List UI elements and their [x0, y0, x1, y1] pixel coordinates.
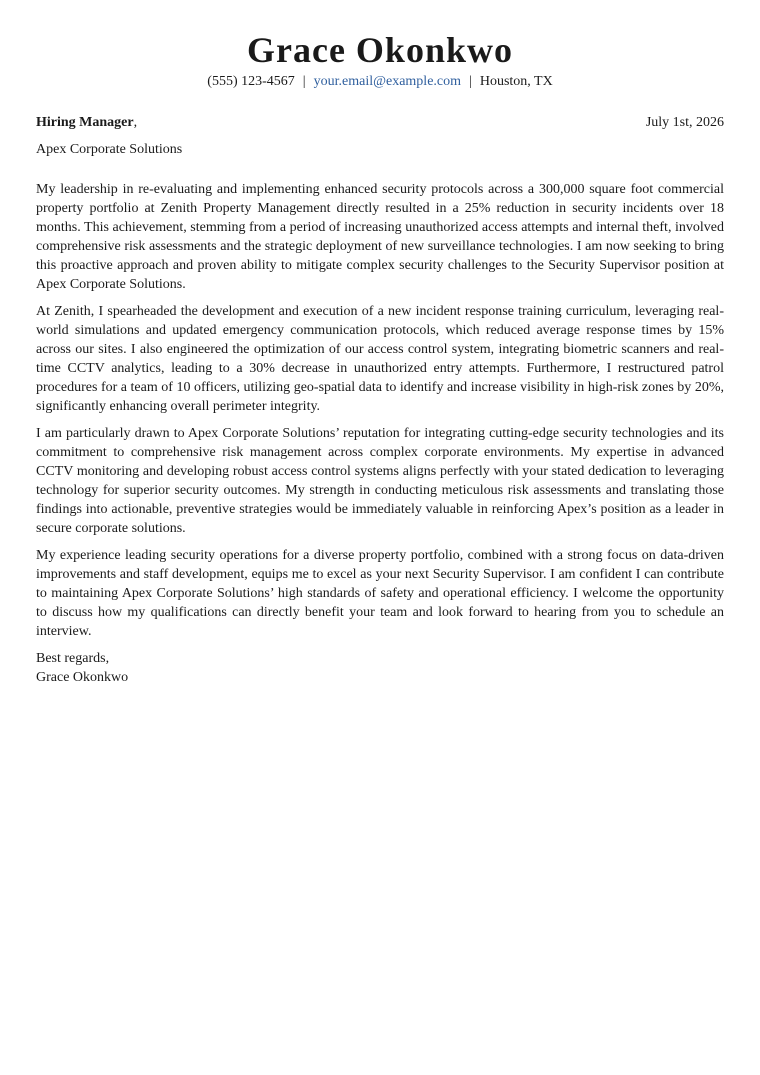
applicant-name: Grace Okonkwo	[246, 30, 513, 70]
recipient-date-row	[36, 114, 724, 132]
email-link[interactable]: your.email@example.com	[313, 74, 462, 89]
body-paragraph: My experience leading security operations for a diverse property portfolio, combined with a strong focus on data-driven improvements and staff development, equips me to excel as your next Security Supervisor. I am confident I can contribute to maintaining Apex Corporate Solutions’ high standards of safety and operational efficiency. I welcome the opportunity to discuss how my qualifications can directly benefit your team and look forward to hearing from you to schedule an interview.	[36, 548, 724, 639]
closing-block	[36, 649, 724, 687]
salutation-punct: ,	[133, 115, 138, 130]
recipient-company: Apex Corporate Solutions	[36, 142, 183, 157]
letter-body	[36, 180, 724, 687]
body-paragraph: My leadership in re-evaluating and implementing enhanced security protocols across a 300,000 square foot commercial property portfolio at Zenith Property Management directly resulted in a 25% reduction in security incidents over 18 months. This achievement, stemming from a period of increasing unauthorized access attempts and internal theft, involved comprehensive risk assessments and the strategic deployment of new surveillance technologies. I am now seeking to bring this proactive approach and proven ability to mitigate complex security challenges to the Security Supervisor position at Apex Corporate Solutions.	[36, 182, 724, 292]
body-paragraph: At Zenith, I spearheaded the development and execution of a new incident response training curriculum, leveraging real-world simulations and updated emergency communication protocols, which reduced average response times by 15% across our sites. I also engineered the optimization of our access control system, integrating biometric scanners and real-time CCTV analytics, leading to a 30% decrease in unauthorized entry attempts. Furthermore, I restructured patrol procedures for a team of 10 officers, utilizing geo-spatial data to identify and increase visibility in high-risk zones by 20%, significantly enhancing overall perimeter integrity.	[36, 304, 724, 414]
contact-separator: |	[469, 74, 472, 89]
body-paragraph: I am particularly drawn to Apex Corporate Solutions’ reputation for integrating cutting-edge security technologies and its commitment to comprehensive risk management across complex corporate environments. My expertise in advanced CCTV monitoring and developing robust access control systems aligns perfectly with your stated dedication to leveraging technology for superior security outcomes. My strength in conducting meticulous risk assessments and translating those findings into actionable, preventive strategies would be immediately valuable in reinforcing Apex’s position as a leader in secure corporate solutions.	[36, 426, 724, 536]
phone-number: (555) 123-4567	[207, 74, 295, 89]
salutation	[36, 114, 137, 132]
letter-date: July 1st, 2026	[645, 115, 724, 130]
contact-separator: |	[302, 74, 306, 89]
valediction: Best regards,	[36, 651, 110, 666]
signature: Grace Okonkwo	[36, 670, 129, 685]
recipient-name: Hiring Manager	[36, 115, 134, 130]
location: Houston, TX	[479, 74, 553, 89]
contact-line	[0, 73, 760, 91]
